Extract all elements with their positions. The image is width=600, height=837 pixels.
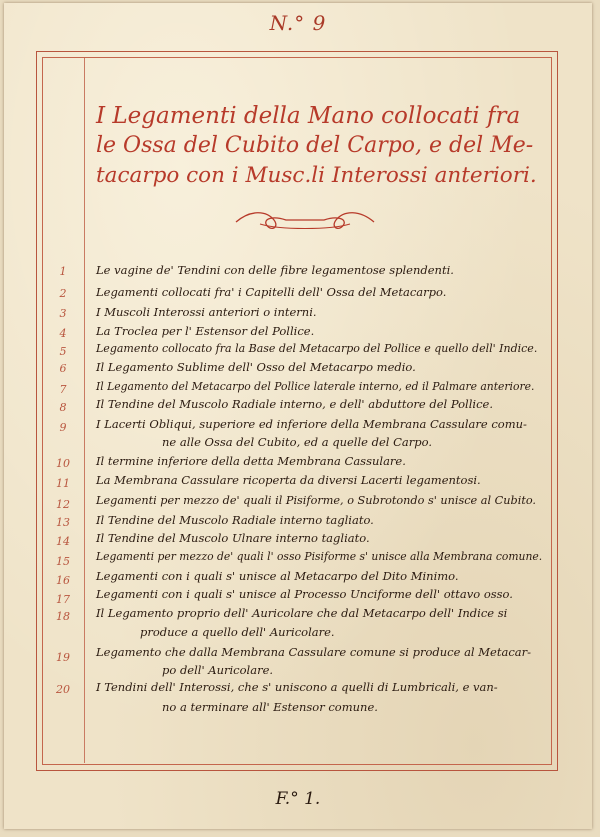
plate-number: N.° 9 — [269, 11, 327, 35]
entry-number: 2 — [59, 287, 67, 300]
entry-number: 1 — [59, 265, 67, 278]
entry-text: Il Tendine del Muscolo Radiale interno tagliato. — [96, 513, 374, 527]
entry-number: 8 — [59, 401, 67, 414]
folio-mark: F.° 1. — [275, 789, 321, 809]
entry-text: Legamenti con i quali s' unisce al Processo Unciforme dell' ottavo osso. — [96, 587, 513, 601]
entry-text: I Tendini dell' Interossi, che s' uniscono a quelli di Lumbricali, e van- — [96, 680, 498, 694]
entry-number: 20 — [56, 683, 70, 696]
entry-number: 13 — [56, 516, 70, 529]
flourish-ornament-icon — [230, 208, 380, 234]
entry-text: Le vagine de' Tendini con delle fibre legamentose splendenti. — [96, 263, 454, 277]
entry-text: La Troclea per l' Estensor del Pollice. — [96, 324, 315, 338]
entry-text-continuation: po dell' Auricolare. — [162, 663, 274, 677]
entry-number: 11 — [56, 477, 70, 490]
entry-text: Legamenti per mezzo de' quali il Pisiforme, o Subrotondo s' unisce al Cubito. — [96, 494, 536, 507]
entry-text: Legamenti per mezzo de' quali l' osso Pisiforme s' unisce alla Membrana comune. — [96, 550, 543, 563]
entry-text: Il Tendine del Muscolo Ulnare interno tagliato. — [96, 531, 370, 545]
entry-text: Legamenti collocati fra' i Capitelli dell' Ossa del Metacarpo. — [96, 285, 447, 299]
entry-text: Legamenti con i quali s' unisce al Metacarpo del Dito Minimo. — [96, 569, 459, 583]
title-line-1: I Legamenti della Mano collocati fra — [96, 103, 521, 129]
entry-number: 7 — [59, 383, 67, 396]
entry-text-continuation: no a terminare all' Estensor comune. — [162, 700, 378, 714]
title-line-2: le Ossa del Cubito del Carpo, e del Me- — [96, 133, 534, 158]
entry-number: 5 — [59, 345, 67, 358]
entry-number: 17 — [56, 593, 70, 606]
entry-number: 16 — [56, 574, 70, 587]
entry-text-continuation: ne alle Ossa del Cubito, ed a quelle del Carpo. — [162, 435, 433, 449]
manuscript-page — [4, 3, 592, 829]
entry-text: I Lacerti Obliqui, superiore ed inferiore della Membrana Cassulare comu- — [96, 417, 527, 431]
entry-text: Legamento che dalla Membrana Cassulare comune si produce al Metacar- — [96, 645, 532, 659]
entry-text: I Muscoli Interossi anteriori o interni. — [96, 305, 317, 319]
entry-text: Il Tendine del Muscolo Radiale interno, e dell' abduttore del Pollice. — [96, 397, 493, 411]
entry-text: Il Legamento del Metacarpo del Pollice laterale interno, ed il Palmare anteriore. — [96, 380, 535, 393]
entry-number: 14 — [56, 535, 70, 548]
entry-number: 10 — [56, 457, 70, 470]
entry-number: 19 — [56, 651, 70, 664]
entry-number: 4 — [59, 327, 67, 340]
entry-text: Il Legamento proprio dell' Auricolare che dal Metacarpo dell' Indice si — [96, 606, 508, 620]
entry-number: 3 — [59, 307, 67, 320]
entry-text: Il Legamento Sublime dell' Osso del Metacarpo medio. — [96, 360, 416, 374]
entry-text: Legamento collocato fra la Base del Metacarpo del Pollice e quello dell' Indice. — [96, 342, 538, 355]
margin-rule — [84, 58, 85, 763]
page-title — [96, 101, 541, 191]
entry-number: 12 — [56, 498, 70, 511]
entry-number: 6 — [59, 362, 67, 375]
entry-text: La Membrana Cassulare ricoperta da diversi Lacerti legamentosi. — [96, 473, 481, 487]
entry-number: 9 — [59, 421, 67, 434]
entry-text: Il termine inferiore della detta Membrana Cassulare. — [96, 454, 406, 468]
entry-number: 15 — [56, 555, 70, 568]
entry-text-continuation: produce a quello dell' Auricolare. — [140, 625, 335, 639]
title-line-3: tacarpo con i Musc.li Interossi anteriori. — [96, 163, 537, 188]
entry-number: 18 — [56, 610, 70, 623]
